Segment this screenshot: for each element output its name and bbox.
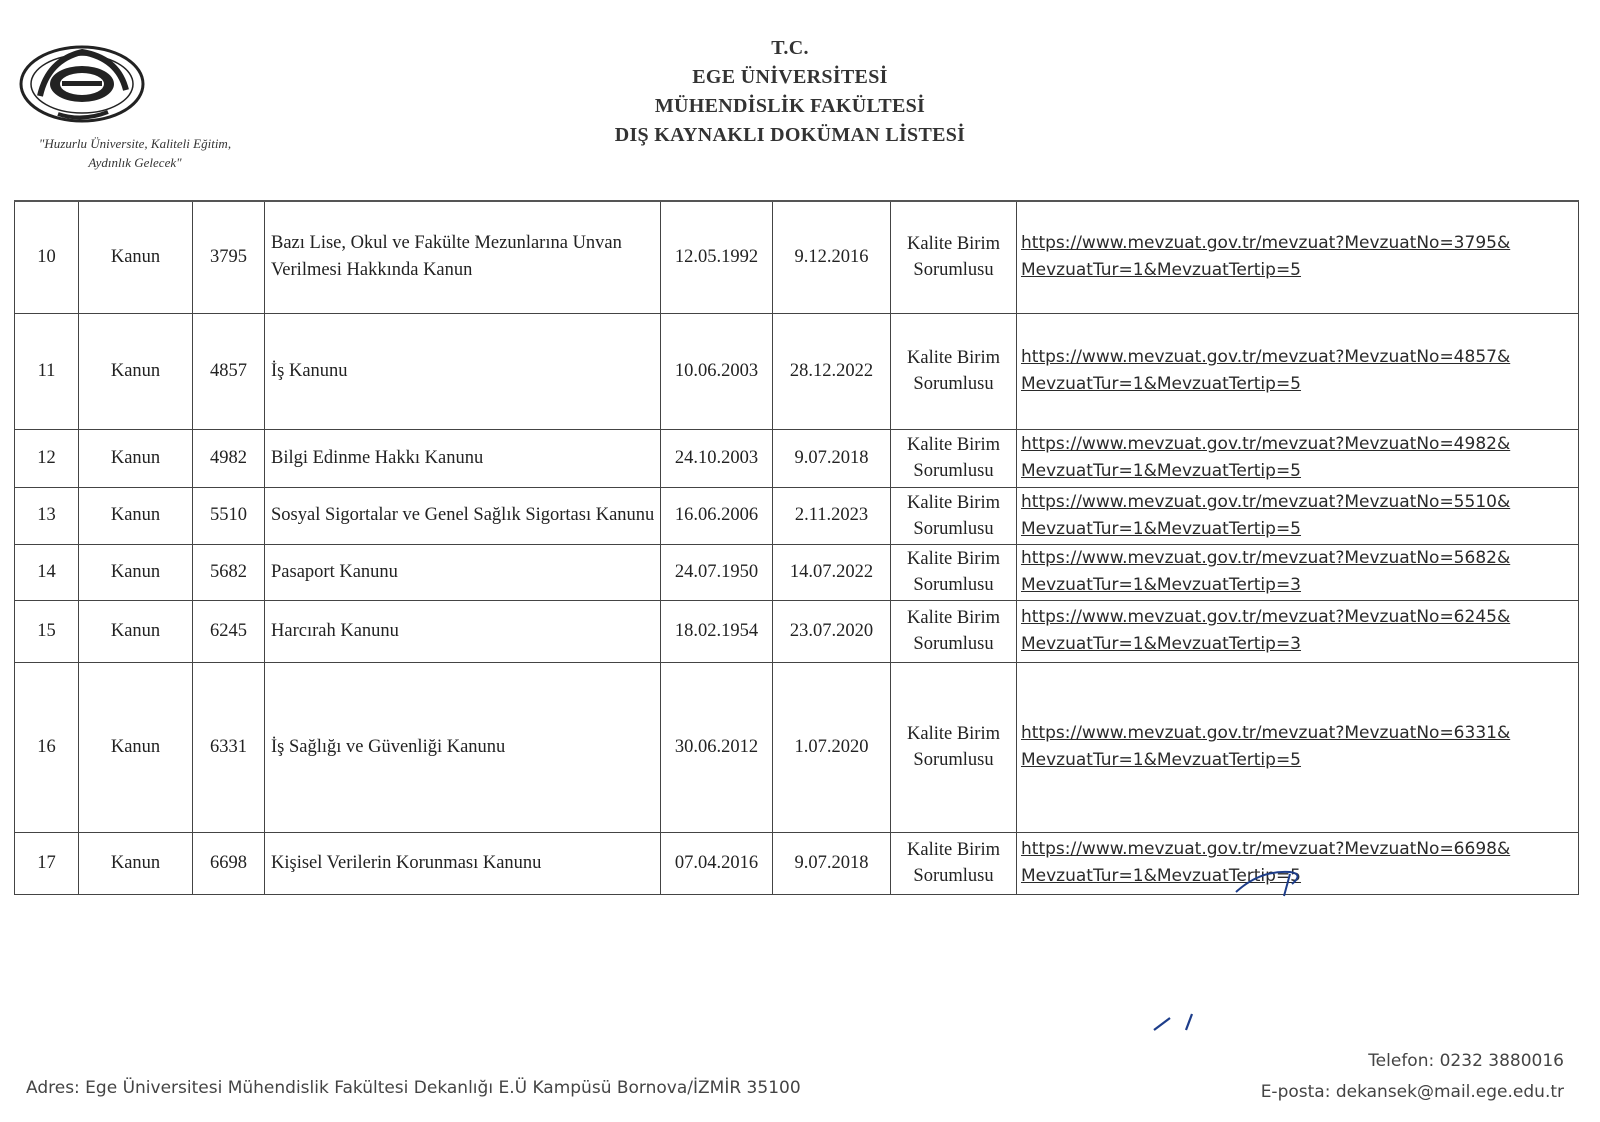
link-line-1[interactable]: https://www.mevzuat.gov.tr/mevzuat?MevzuatNo=6698& xyxy=(1021,839,1511,859)
doc-name: Sosyal Sigortalar ve Genel Sağlık Sigortası Kanunu xyxy=(265,487,661,544)
publish-date: 18.02.1954 xyxy=(661,600,773,662)
law-number: 5510 xyxy=(193,487,265,544)
table-row xyxy=(15,600,1579,662)
responsible-line-2: Sorumlusu xyxy=(913,260,994,281)
table-row xyxy=(15,487,1579,544)
row-number: 10 xyxy=(15,201,79,313)
responsible-line-2: Sorumlusu xyxy=(913,575,994,595)
publish-date: 30.06.2012 xyxy=(661,662,773,832)
doc-name: İş Sağlığı ve Güvenliği Kanunu xyxy=(265,662,661,832)
publish-date: 24.10.2003 xyxy=(661,429,773,487)
responsible xyxy=(891,600,1017,662)
title-line-2: EGE ÜNİVERSİTESİ xyxy=(692,66,888,88)
row-number: 14 xyxy=(15,544,79,600)
row-number: 17 xyxy=(15,832,79,894)
law-number: 4857 xyxy=(193,313,265,429)
responsible xyxy=(891,487,1017,544)
doc-type: Kanun xyxy=(79,313,193,429)
doc-type: Kanun xyxy=(79,662,193,832)
responsible-line-1: Kalite Birim xyxy=(907,549,1000,569)
update-date: 23.07.2020 xyxy=(773,600,891,662)
link-line-2[interactable]: MevzuatTur=1&MevzuatTertip=5 xyxy=(1021,750,1302,770)
publish-date: 16.06.2006 xyxy=(661,487,773,544)
doc-link[interactable] xyxy=(1017,201,1579,313)
motto xyxy=(10,134,260,172)
link-line-2[interactable]: MevzuatTur=1&MevzuatTertip=5 xyxy=(1021,461,1302,481)
table-row xyxy=(15,201,1579,313)
document-table xyxy=(14,200,1579,895)
publish-date: 12.05.1992 xyxy=(661,201,773,313)
law-number: 5682 xyxy=(193,544,265,600)
doc-type: Kanun xyxy=(79,544,193,600)
responsible-line-1: Kalite Birim xyxy=(907,608,1000,628)
footer-phone: Telefon: 0232 3880016 xyxy=(1368,1051,1564,1071)
publish-date: 10.06.2003 xyxy=(661,313,773,429)
document-title xyxy=(560,34,1020,150)
responsible-line-2: Sorumlusu xyxy=(913,461,994,481)
responsible-line-1: Kalite Birim xyxy=(907,348,1000,368)
doc-link[interactable] xyxy=(1017,313,1579,429)
link-line-2[interactable]: MevzuatTur=1&MevzuatTertip=5 xyxy=(1021,866,1302,886)
link-line-2[interactable]: MevzuatTur=1&MevzuatTertip=3 xyxy=(1021,575,1302,595)
table-row xyxy=(15,429,1579,487)
link-line-2[interactable]: MevzuatTur=1&MevzuatTertip=5 xyxy=(1021,260,1302,281)
doc-name: Bazı Lise, Okul ve Fakülte Mezunlarına Unvan Verilmesi Hakkında Kanun xyxy=(265,201,661,313)
responsible xyxy=(891,832,1017,894)
responsible-line-1: Kalite Birim xyxy=(907,840,1000,860)
university-logo xyxy=(18,44,146,124)
table-row xyxy=(15,313,1579,429)
table-row xyxy=(15,544,1579,600)
link-line-2[interactable]: MevzuatTur=1&MevzuatTertip=3 xyxy=(1021,634,1302,654)
link-line-2[interactable]: MevzuatTur=1&MevzuatTertip=5 xyxy=(1021,374,1302,394)
motto-line-1: "Huzurlu Üniversite, Kaliteli Eğitim, xyxy=(38,136,232,151)
link-line-1[interactable]: https://www.mevzuat.gov.tr/mevzuat?MevzuatNo=6245& xyxy=(1021,607,1511,627)
responsible-line-2: Sorumlusu xyxy=(913,374,994,394)
link-line-1[interactable]: https://www.mevzuat.gov.tr/mevzuat?MevzuatNo=3795& xyxy=(1021,233,1511,254)
update-date: 1.07.2020 xyxy=(773,662,891,832)
doc-name: Harcırah Kanunu xyxy=(265,600,661,662)
responsible-line-1: Kalite Birim xyxy=(907,724,1000,744)
title-line-4: DIŞ KAYNAKLI DOKÜMAN LİSTESİ xyxy=(614,124,966,146)
law-number: 6698 xyxy=(193,832,265,894)
footer-email[interactable]: E-posta: dekansek@mail.ege.edu.tr xyxy=(1260,1082,1564,1102)
row-number: 16 xyxy=(15,662,79,832)
footer-address: Adres: Ege Üniversitesi Mühendislik Fakültesi Dekanlığı E.Ü Kampüsü Bornova/İZMİR 35100 xyxy=(26,1078,801,1098)
row-number: 11 xyxy=(15,313,79,429)
title-line-1: T.C. xyxy=(771,37,809,59)
law-number: 6331 xyxy=(193,662,265,832)
responsible xyxy=(891,662,1017,832)
row-number: 15 xyxy=(15,600,79,662)
doc-link[interactable] xyxy=(1017,600,1579,662)
row-number: 13 xyxy=(15,487,79,544)
doc-type: Kanun xyxy=(79,832,193,894)
responsible xyxy=(891,201,1017,313)
link-line-2[interactable]: MevzuatTur=1&MevzuatTertip=5 xyxy=(1021,518,1302,539)
doc-name: Bilgi Edinme Hakkı Kanunu xyxy=(265,429,661,487)
responsible-line-2: Sorumlusu xyxy=(913,518,994,539)
table-row xyxy=(15,832,1579,894)
responsible xyxy=(891,313,1017,429)
signature-mark xyxy=(1230,862,1310,898)
doc-type: Kanun xyxy=(79,429,193,487)
initials-mark xyxy=(1152,1010,1202,1034)
link-line-1[interactable]: https://www.mevzuat.gov.tr/mevzuat?MevzuatNo=6331& xyxy=(1021,723,1511,743)
motto-line-2: Aydınlık Gelecek" xyxy=(88,155,182,170)
footer-contact xyxy=(1261,1046,1564,1108)
link-line-1[interactable]: https://www.mevzuat.gov.tr/mevzuat?MevzuatNo=4857& xyxy=(1021,347,1511,367)
responsible xyxy=(891,429,1017,487)
update-date: 14.07.2022 xyxy=(773,544,891,600)
doc-type: Kanun xyxy=(79,600,193,662)
link-line-1[interactable]: https://www.mevzuat.gov.tr/mevzuat?MevzuatNo=5510& xyxy=(1021,491,1511,512)
law-number: 3795 xyxy=(193,201,265,313)
update-date: 9.12.2016 xyxy=(773,201,891,313)
doc-name: Pasaport Kanunu xyxy=(265,544,661,600)
doc-link[interactable] xyxy=(1017,662,1579,832)
doc-type: Kanun xyxy=(79,201,193,313)
publish-date: 07.04.2016 xyxy=(661,832,773,894)
link-line-1[interactable]: https://www.mevzuat.gov.tr/mevzuat?MevzuatNo=5682& xyxy=(1021,548,1511,568)
update-date: 9.07.2018 xyxy=(773,832,891,894)
update-date: 9.07.2018 xyxy=(773,429,891,487)
responsible-line-2: Sorumlusu xyxy=(913,866,994,886)
responsible-line-1: Kalite Birim xyxy=(907,234,1000,255)
responsible-line-1: Kalite Birim xyxy=(907,492,1000,513)
responsible xyxy=(891,544,1017,600)
responsible-line-2: Sorumlusu xyxy=(913,750,994,770)
doc-name: İş Kanunu xyxy=(265,313,661,429)
row-number: 12 xyxy=(15,429,79,487)
publish-date: 24.07.1950 xyxy=(661,544,773,600)
table-row xyxy=(15,662,1579,832)
doc-link[interactable] xyxy=(1017,429,1579,487)
title-line-3: MÜHENDİSLİK FAKÜLTESİ xyxy=(654,95,926,117)
link-line-1[interactable]: https://www.mevzuat.gov.tr/mevzuat?MevzuatNo=4982& xyxy=(1021,434,1511,454)
law-number: 4982 xyxy=(193,429,265,487)
responsible-line-1: Kalite Birim xyxy=(907,435,1000,455)
responsible-line-2: Sorumlusu xyxy=(913,634,994,654)
doc-link[interactable] xyxy=(1017,544,1579,600)
law-number: 6245 xyxy=(193,600,265,662)
update-date: 28.12.2022 xyxy=(773,313,891,429)
doc-link[interactable] xyxy=(1017,487,1579,544)
doc-name: Kişisel Verilerin Korunması Kanunu xyxy=(265,832,661,894)
doc-type: Kanun xyxy=(79,487,193,544)
update-date: 2.11.2023 xyxy=(773,487,891,544)
